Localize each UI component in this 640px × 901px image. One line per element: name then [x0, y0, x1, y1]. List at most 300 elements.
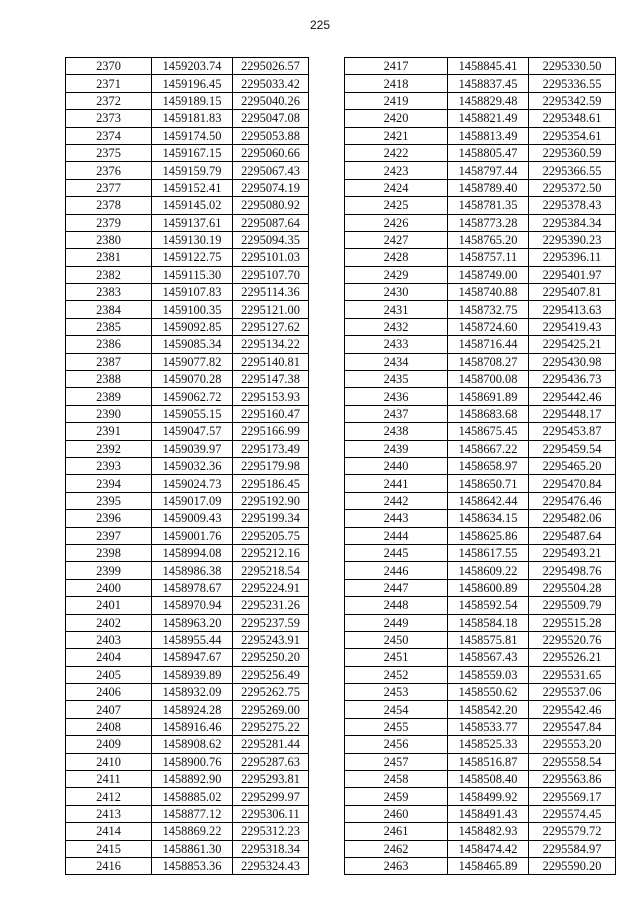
northing-cell: 2295553.20: [529, 736, 616, 753]
point-number-cell: 2415: [66, 840, 152, 857]
northing-cell: 2295509.79: [529, 597, 616, 614]
table-row: [345, 214, 616, 231]
northing-cell: 2295482.06: [529, 510, 616, 527]
point-number-cell: 2421: [345, 127, 448, 144]
easting-cell: 1459100.35: [152, 301, 233, 318]
point-number-cell: 2418: [345, 75, 448, 92]
easting-cell: 1459047.57: [152, 423, 233, 440]
table-row: [66, 214, 309, 231]
table-row: [345, 597, 616, 614]
point-number-cell: 2387: [66, 353, 152, 370]
easting-cell: 1458877.12: [152, 805, 233, 822]
easting-cell: 1458708.27: [448, 353, 529, 370]
table-row: [66, 475, 309, 492]
northing-cell: 2295569.17: [529, 788, 616, 805]
northing-cell: 2295074.19: [233, 179, 309, 196]
easting-cell: 1459145.02: [152, 197, 233, 214]
point-number-cell: 2429: [345, 266, 448, 283]
easting-cell: 1459032.36: [152, 457, 233, 474]
easting-cell: 1458491.43: [448, 805, 529, 822]
table-row: [66, 527, 309, 544]
table-row: [66, 266, 309, 283]
easting-cell: 1458516.87: [448, 753, 529, 770]
northing-cell: 2295419.43: [529, 318, 616, 335]
northing-cell: 2295224.91: [233, 579, 309, 596]
table-row: [345, 736, 616, 753]
easting-cell: 1458781.35: [448, 197, 529, 214]
point-number-cell: 2436: [345, 388, 448, 405]
table-row: [345, 110, 616, 127]
northing-cell: 2295047.08: [233, 110, 309, 127]
easting-cell: 1458797.44: [448, 162, 529, 179]
easting-cell: 1458805.47: [448, 144, 529, 161]
northing-cell: 2295087.64: [233, 214, 309, 231]
point-number-cell: 2410: [66, 753, 152, 770]
northing-cell: 2295498.76: [529, 562, 616, 579]
point-number-cell: 2397: [66, 527, 152, 544]
table-row: [345, 614, 616, 631]
easting-cell: 1459137.61: [152, 214, 233, 231]
northing-cell: 2295372.50: [529, 179, 616, 196]
easting-cell: 1458861.30: [152, 840, 233, 857]
table-row: [66, 249, 309, 266]
northing-cell: 2295312.23: [233, 823, 309, 840]
table-row: [345, 284, 616, 301]
point-number-cell: 2426: [345, 214, 448, 231]
table-row: [66, 544, 309, 561]
easting-cell: 1459017.09: [152, 492, 233, 509]
easting-cell: 1458892.90: [152, 771, 233, 788]
table-row: [345, 92, 616, 109]
table-row: [66, 753, 309, 770]
table-row: [345, 544, 616, 561]
northing-cell: 2295470.84: [529, 475, 616, 492]
easting-cell: 1459115.30: [152, 266, 233, 283]
easting-cell: 1458773.28: [448, 214, 529, 231]
point-number-cell: 2381: [66, 249, 152, 266]
easting-cell: 1458939.89: [152, 666, 233, 683]
easting-cell: 1458924.28: [152, 701, 233, 718]
table-row: [66, 405, 309, 422]
table-row: [345, 475, 616, 492]
easting-cell: 1458542.20: [448, 701, 529, 718]
point-number-cell: 2443: [345, 510, 448, 527]
northing-cell: 2295192.90: [233, 492, 309, 509]
point-number-cell: 2449: [345, 614, 448, 631]
northing-cell: 2295526.21: [529, 649, 616, 666]
northing-cell: 2295250.20: [233, 649, 309, 666]
table-row: [345, 631, 616, 648]
table-row: [66, 92, 309, 109]
point-number-cell: 2444: [345, 527, 448, 544]
northing-cell: 2295275.22: [233, 718, 309, 735]
easting-cell: 1458625.86: [448, 527, 529, 544]
northing-cell: 2295563.86: [529, 771, 616, 788]
easting-cell: 1458716.44: [448, 336, 529, 353]
northing-cell: 2295299.97: [233, 788, 309, 805]
easting-cell: 1458994.08: [152, 544, 233, 561]
northing-cell: 2295425.21: [529, 336, 616, 353]
table-row: [66, 58, 309, 75]
northing-cell: 2295584.97: [529, 840, 616, 857]
northing-cell: 2295360.59: [529, 144, 616, 161]
table-row: [345, 440, 616, 457]
easting-cell: 1458700.08: [448, 371, 529, 388]
point-number-cell: 2384: [66, 301, 152, 318]
easting-cell: 1458567.43: [448, 649, 529, 666]
point-number-cell: 2370: [66, 58, 152, 75]
page-number: 225: [309, 18, 331, 32]
point-number-cell: 2458: [345, 771, 448, 788]
point-number-cell: 2411: [66, 771, 152, 788]
northing-cell: 2295579.72: [529, 823, 616, 840]
point-number-cell: 2392: [66, 440, 152, 457]
table-row: [66, 144, 309, 161]
northing-cell: 2295231.26: [233, 597, 309, 614]
easting-cell: 1458932.09: [152, 684, 233, 701]
table-row: [66, 840, 309, 857]
table-row: [345, 579, 616, 596]
point-number-cell: 2446: [345, 562, 448, 579]
easting-cell: 1458869.22: [152, 823, 233, 840]
table-row: [345, 823, 616, 840]
point-number-cell: 2427: [345, 231, 448, 248]
table-row: [66, 371, 309, 388]
table-row: [345, 788, 616, 805]
table-row: [345, 753, 616, 770]
table-row: [345, 510, 616, 527]
northing-cell: 2295269.00: [233, 701, 309, 718]
easting-cell: 1458675.45: [448, 423, 529, 440]
point-number-cell: 2388: [66, 371, 152, 388]
northing-cell: 2295487.64: [529, 527, 616, 544]
point-number-cell: 2419: [345, 92, 448, 109]
easting-cell: 1459181.83: [152, 110, 233, 127]
table-row: [345, 249, 616, 266]
point-number-cell: 2457: [345, 753, 448, 770]
table-row: [66, 805, 309, 822]
easting-cell: 1459092.85: [152, 318, 233, 335]
easting-cell: 1458465.89: [448, 857, 529, 874]
northing-cell: 2295459.54: [529, 440, 616, 457]
northing-cell: 2295127.62: [233, 318, 309, 335]
table-row: [66, 284, 309, 301]
northing-cell: 2295114.36: [233, 284, 309, 301]
point-number-cell: 2375: [66, 144, 152, 161]
point-number-cell: 2428: [345, 249, 448, 266]
table-row: [66, 614, 309, 631]
table-row: [345, 684, 616, 701]
northing-cell: 2295542.46: [529, 701, 616, 718]
coordinates-table-right: [344, 57, 616, 875]
table-row: [345, 197, 616, 214]
northing-cell: 2295531.65: [529, 666, 616, 683]
table-row: [66, 771, 309, 788]
easting-cell: 1459152.41: [152, 179, 233, 196]
table-row: [345, 353, 616, 370]
easting-cell: 1458765.20: [448, 231, 529, 248]
table-row: [345, 231, 616, 248]
table-row: [345, 75, 616, 92]
point-number-cell: 2393: [66, 457, 152, 474]
northing-cell: 2295336.55: [529, 75, 616, 92]
easting-cell: 1458499.92: [448, 788, 529, 805]
easting-cell: 1458837.45: [448, 75, 529, 92]
table-row: [345, 388, 616, 405]
point-number-cell: 2405: [66, 666, 152, 683]
point-number-cell: 2438: [345, 423, 448, 440]
easting-cell: 1458749.00: [448, 266, 529, 283]
easting-cell: 1458900.76: [152, 753, 233, 770]
point-number-cell: 2400: [66, 579, 152, 596]
point-number-cell: 2407: [66, 701, 152, 718]
northing-cell: 2295407.81: [529, 284, 616, 301]
table-row: [345, 336, 616, 353]
point-number-cell: 2412: [66, 788, 152, 805]
table-row: [66, 736, 309, 753]
easting-cell: 1458970.94: [152, 597, 233, 614]
point-number-cell: 2409: [66, 736, 152, 753]
coordinates-table-left: [65, 57, 309, 875]
table-row: [345, 144, 616, 161]
northing-cell: 2295342.59: [529, 92, 616, 109]
easting-cell: 1459174.50: [152, 127, 233, 144]
northing-cell: 2295134.22: [233, 336, 309, 353]
point-number-cell: 2445: [345, 544, 448, 561]
easting-cell: 1459077.82: [152, 353, 233, 370]
easting-cell: 1458550.62: [448, 684, 529, 701]
table-row: [66, 162, 309, 179]
point-number-cell: 2431: [345, 301, 448, 318]
table-row: [66, 179, 309, 196]
table-row: [66, 440, 309, 457]
northing-cell: 2295199.34: [233, 510, 309, 527]
easting-cell: 1458845.41: [448, 58, 529, 75]
easting-cell: 1458525.33: [448, 736, 529, 753]
northing-cell: 2295153.93: [233, 388, 309, 405]
point-number-cell: 2433: [345, 336, 448, 353]
northing-cell: 2295493.21: [529, 544, 616, 561]
table-row: [66, 75, 309, 92]
easting-cell: 1459024.73: [152, 475, 233, 492]
point-number-cell: 2434: [345, 353, 448, 370]
northing-cell: 2295558.54: [529, 753, 616, 770]
table-row: [345, 405, 616, 422]
table-row: [345, 666, 616, 683]
table-row: [66, 492, 309, 509]
easting-cell: 1458634.15: [448, 510, 529, 527]
point-number-cell: 2442: [345, 492, 448, 509]
table-row: [345, 179, 616, 196]
easting-cell: 1459055.15: [152, 405, 233, 422]
northing-cell: 2295436.73: [529, 371, 616, 388]
northing-cell: 2295384.34: [529, 214, 616, 231]
northing-cell: 2295442.46: [529, 388, 616, 405]
point-number-cell: 2451: [345, 649, 448, 666]
table-row: [345, 771, 616, 788]
point-number-cell: 2456: [345, 736, 448, 753]
point-number-cell: 2441: [345, 475, 448, 492]
table-row: [66, 318, 309, 335]
easting-cell: 1458559.03: [448, 666, 529, 683]
table-row: [66, 788, 309, 805]
table-row: [66, 684, 309, 701]
easting-cell: 1459122.75: [152, 249, 233, 266]
table-row: [345, 562, 616, 579]
easting-cell: 1459203.74: [152, 58, 233, 75]
table-row: [66, 631, 309, 648]
table-row: [345, 527, 616, 544]
easting-cell: 1459039.97: [152, 440, 233, 457]
point-number-cell: 2460: [345, 805, 448, 822]
point-number-cell: 2398: [66, 544, 152, 561]
easting-cell: 1459085.34: [152, 336, 233, 353]
easting-cell: 1458978.67: [152, 579, 233, 596]
table-row: [66, 701, 309, 718]
easting-cell: 1458853.36: [152, 857, 233, 874]
easting-cell: 1458584.18: [448, 614, 529, 631]
northing-cell: 2295324.43: [233, 857, 309, 874]
easting-cell: 1458691.89: [448, 388, 529, 405]
point-number-cell: 2462: [345, 840, 448, 857]
easting-cell: 1458963.20: [152, 614, 233, 631]
northing-cell: 2295287.63: [233, 753, 309, 770]
easting-cell: 1458724.60: [448, 318, 529, 335]
point-number-cell: 2439: [345, 440, 448, 457]
point-number-cell: 2452: [345, 666, 448, 683]
northing-cell: 2295166.99: [233, 423, 309, 440]
table-row: [66, 127, 309, 144]
point-number-cell: 2395: [66, 492, 152, 509]
northing-cell: 2295186.45: [233, 475, 309, 492]
table-row: [345, 266, 616, 283]
point-number-cell: 2417: [345, 58, 448, 75]
easting-cell: 1458829.48: [448, 92, 529, 109]
northing-cell: 2295520.76: [529, 631, 616, 648]
northing-cell: 2295101.03: [233, 249, 309, 266]
point-number-cell: 2440: [345, 457, 448, 474]
table-row: [345, 457, 616, 474]
northing-cell: 2295060.66: [233, 144, 309, 161]
northing-cell: 2295256.49: [233, 666, 309, 683]
point-number-cell: 2391: [66, 423, 152, 440]
easting-cell: 1458667.22: [448, 440, 529, 457]
table-row: [66, 649, 309, 666]
point-number-cell: 2425: [345, 197, 448, 214]
easting-cell: 1458575.81: [448, 631, 529, 648]
point-number-cell: 2423: [345, 162, 448, 179]
table-body: [66, 58, 309, 875]
table-row: [66, 718, 309, 735]
easting-cell: 1458642.44: [448, 492, 529, 509]
easting-cell: 1458732.75: [448, 301, 529, 318]
northing-cell: 2295476.46: [529, 492, 616, 509]
point-number-cell: 2372: [66, 92, 152, 109]
easting-cell: 1459130.19: [152, 231, 233, 248]
point-number-cell: 2385: [66, 318, 152, 335]
easting-cell: 1459001.76: [152, 527, 233, 544]
northing-cell: 2295515.28: [529, 614, 616, 631]
northing-cell: 2295448.17: [529, 405, 616, 422]
point-number-cell: 2454: [345, 701, 448, 718]
easting-cell: 1459167.15: [152, 144, 233, 161]
table-row: [345, 371, 616, 388]
northing-cell: 2295040.26: [233, 92, 309, 109]
northing-cell: 2295306.11: [233, 805, 309, 822]
point-number-cell: 2406: [66, 684, 152, 701]
point-number-cell: 2463: [345, 857, 448, 874]
easting-cell: 1459062.72: [152, 388, 233, 405]
table-row: [66, 388, 309, 405]
table-row: [66, 666, 309, 683]
northing-cell: 2295348.61: [529, 110, 616, 127]
northing-cell: 2295537.06: [529, 684, 616, 701]
easting-cell: 1458617.55: [448, 544, 529, 561]
easting-cell: 1458600.89: [448, 579, 529, 596]
point-number-cell: 2379: [66, 214, 152, 231]
table-row: [345, 805, 616, 822]
point-number-cell: 2389: [66, 388, 152, 405]
point-number-cell: 2390: [66, 405, 152, 422]
point-number-cell: 2377: [66, 179, 152, 196]
table-row: [345, 840, 616, 857]
northing-cell: 2295107.70: [233, 266, 309, 283]
point-number-cell: 2448: [345, 597, 448, 614]
easting-cell: 1458885.02: [152, 788, 233, 805]
point-number-cell: 2413: [66, 805, 152, 822]
northing-cell: 2295547.84: [529, 718, 616, 735]
table-row: [66, 110, 309, 127]
northing-cell: 2295366.55: [529, 162, 616, 179]
table-row: [66, 197, 309, 214]
easting-cell: 1459159.79: [152, 162, 233, 179]
table-row: [345, 857, 616, 874]
easting-cell: 1459070.28: [152, 371, 233, 388]
easting-cell: 1458508.40: [448, 771, 529, 788]
northing-cell: 2295033.42: [233, 75, 309, 92]
point-number-cell: 2450: [345, 631, 448, 648]
northing-cell: 2295390.23: [529, 231, 616, 248]
northing-cell: 2295026.57: [233, 58, 309, 75]
table-row: [66, 562, 309, 579]
point-number-cell: 2373: [66, 110, 152, 127]
table-row: [345, 58, 616, 75]
easting-cell: 1459107.83: [152, 284, 233, 301]
northing-cell: 2295330.50: [529, 58, 616, 75]
easting-cell: 1458757.11: [448, 249, 529, 266]
table-row: [345, 162, 616, 179]
northing-cell: 2295396.11: [529, 249, 616, 266]
easting-cell: 1458986.38: [152, 562, 233, 579]
northing-cell: 2295121.00: [233, 301, 309, 318]
table-row: [66, 423, 309, 440]
easting-cell: 1458650.71: [448, 475, 529, 492]
point-number-cell: 2432: [345, 318, 448, 335]
easting-cell: 1458789.40: [448, 179, 529, 196]
table-row: [66, 579, 309, 596]
table-row: [66, 457, 309, 474]
point-number-cell: 2396: [66, 510, 152, 527]
table-row: [66, 353, 309, 370]
northing-cell: 2295147.38: [233, 371, 309, 388]
table-row: [66, 336, 309, 353]
easting-cell: 1458908.62: [152, 736, 233, 753]
northing-cell: 2295430.98: [529, 353, 616, 370]
point-number-cell: 2383: [66, 284, 152, 301]
table-body: [345, 58, 616, 875]
point-number-cell: 2455: [345, 718, 448, 735]
point-number-cell: 2378: [66, 197, 152, 214]
